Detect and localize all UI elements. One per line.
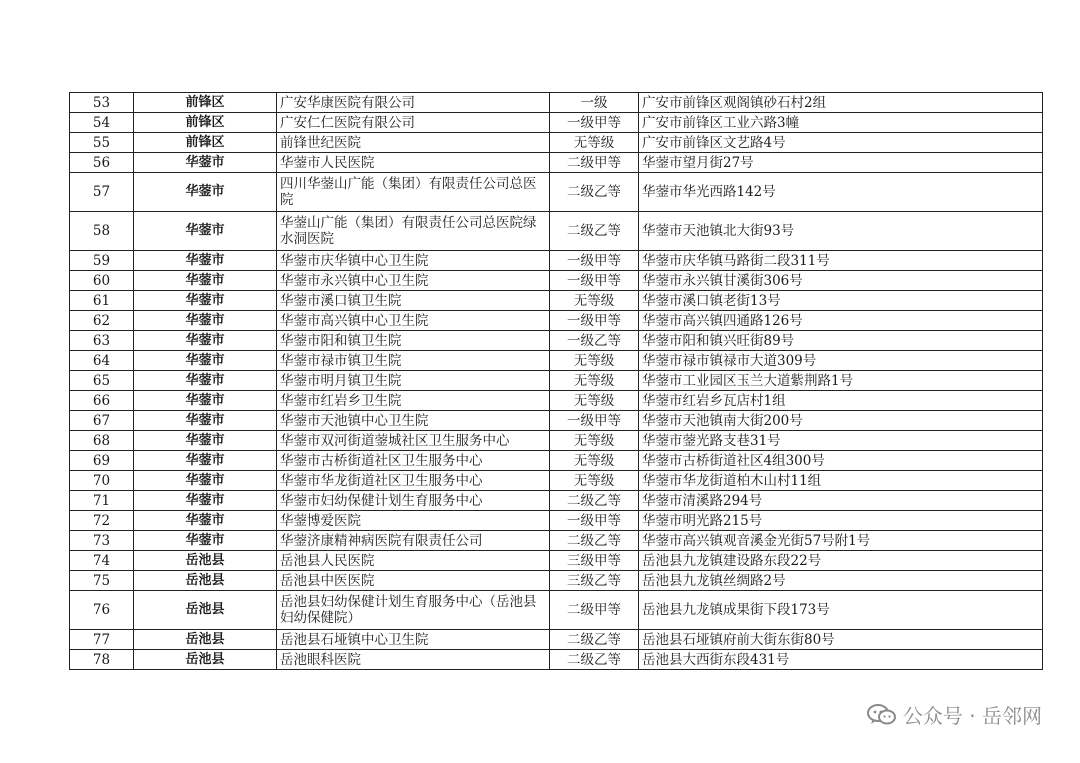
- table-row: [70, 591, 1043, 630]
- row-level: 一级甲等: [550, 311, 639, 331]
- row-number: 64: [70, 351, 134, 371]
- row-number: 70: [70, 471, 134, 491]
- row-address: 岳池县九龙镇成果街下段173号: [639, 591, 1043, 630]
- row-hospital-name: 华蓥市阳和镇卫生院: [277, 331, 550, 351]
- row-address: 华蓥市工业园区玉兰大道紫荆路1号: [639, 371, 1043, 391]
- row-number: 62: [70, 311, 134, 331]
- row-hospital-name: 华蓥市高兴镇中心卫生院: [277, 311, 550, 331]
- row-address: 华蓥市高兴镇观音溪金光街57号附1号: [639, 531, 1043, 551]
- row-level: 一级甲等: [550, 271, 639, 291]
- row-address: 岳池县石垭镇府前大街东街80号: [639, 630, 1043, 650]
- table-row: [70, 571, 1043, 591]
- row-area: 岳池县: [134, 630, 277, 650]
- row-hospital-name: 华蓥市妇幼保健计划生育服务中心: [277, 491, 550, 511]
- row-hospital-name: 岳池县中医医院: [277, 571, 550, 591]
- table-row: [70, 531, 1043, 551]
- row-hospital-name: 岳池县妇幼保健计划生育服务中心（岳池县妇幼保健院）: [277, 591, 550, 630]
- row-address: 岳池县九龙镇丝绸路2号: [639, 571, 1043, 591]
- row-hospital-name: 广安仁仁医院有限公司: [277, 113, 550, 133]
- row-number: 67: [70, 411, 134, 431]
- row-hospital-name: 华蓥市古桥街道社区卫生服务中心: [277, 451, 550, 471]
- row-hospital-name: 华蓥市明月镇卫生院: [277, 371, 550, 391]
- row-address: 华蓥市高兴镇四通路126号: [639, 311, 1043, 331]
- row-level: 三级甲等: [550, 551, 639, 571]
- row-address: 岳池县九龙镇建设路东段22号: [639, 551, 1043, 571]
- row-number: 55: [70, 133, 134, 153]
- table-row: [70, 491, 1043, 511]
- row-area: 华蓥市: [134, 153, 277, 173]
- row-address: 华蓥市禄市镇禄市大道309号: [639, 351, 1043, 371]
- table-row: [70, 431, 1043, 451]
- row-area: 华蓥市: [134, 371, 277, 391]
- row-hospital-name: 华蓥市庆华镇中心卫生院: [277, 251, 550, 271]
- row-level: 无等级: [550, 371, 639, 391]
- row-number: 56: [70, 153, 134, 173]
- table-row: [70, 251, 1043, 271]
- table-row: [70, 311, 1043, 331]
- row-hospital-name: 华蓥市人民医院: [277, 153, 550, 173]
- row-number: 75: [70, 571, 134, 591]
- row-number: 65: [70, 371, 134, 391]
- row-area: 华蓥市: [134, 451, 277, 471]
- row-level: 一级甲等: [550, 251, 639, 271]
- row-address: 华蓥市华龙街道柏木山村11组: [639, 471, 1043, 491]
- row-level: 一级甲等: [550, 113, 639, 133]
- table-row: [70, 650, 1043, 670]
- row-hospital-name: 华蓥市禄市镇卫生院: [277, 351, 550, 371]
- table-row: [70, 551, 1043, 571]
- row-level: 无等级: [550, 133, 639, 153]
- row-area: 岳池县: [134, 591, 277, 630]
- row-area: 华蓥市: [134, 311, 277, 331]
- row-address: 华蓥市阳和镇兴旺街89号: [639, 331, 1043, 351]
- row-hospital-name: 华蓥市红岩乡卫生院: [277, 391, 550, 411]
- table-row: [70, 351, 1043, 371]
- row-level: 三级乙等: [550, 571, 639, 591]
- table-row: [70, 331, 1043, 351]
- row-area: 华蓥市: [134, 531, 277, 551]
- row-number: 76: [70, 591, 134, 630]
- table-row: [70, 113, 1043, 133]
- row-area: 前锋区: [134, 133, 277, 153]
- table-row: [70, 291, 1043, 311]
- row-level: 一级: [550, 93, 639, 113]
- row-hospital-name: 岳池眼科医院: [277, 650, 550, 670]
- hospital-table-body: [70, 93, 1043, 670]
- row-level: 二级乙等: [550, 531, 639, 551]
- row-address: 华蓥市庆华镇马路街二段311号: [639, 251, 1043, 271]
- table-row: [70, 630, 1043, 650]
- row-level: 二级甲等: [550, 153, 639, 173]
- table-row: [70, 391, 1043, 411]
- table-row: [70, 271, 1043, 291]
- table-row: [70, 371, 1043, 391]
- row-level: 无等级: [550, 291, 639, 311]
- row-level: 无等级: [550, 451, 639, 471]
- row-area: 岳池县: [134, 650, 277, 670]
- row-area: 华蓥市: [134, 491, 277, 511]
- row-level: 二级乙等: [550, 491, 639, 511]
- row-hospital-name: 前锋世纪医院: [277, 133, 550, 153]
- row-address: 华蓥市溪口镇老街13号: [639, 291, 1043, 311]
- row-level: 二级乙等: [550, 650, 639, 670]
- row-area: 华蓥市: [134, 331, 277, 351]
- row-hospital-name: 岳池县人民医院: [277, 551, 550, 571]
- table-row: [70, 411, 1043, 431]
- row-area: 前锋区: [134, 113, 277, 133]
- row-level: 一级甲等: [550, 411, 639, 431]
- table-row: [70, 212, 1043, 251]
- row-level: 无等级: [550, 431, 639, 451]
- row-hospital-name: 四川华蓥山广能（集团）有限责任公司总医院: [277, 173, 550, 212]
- table-row: [70, 153, 1043, 173]
- row-level: 一级乙等: [550, 331, 639, 351]
- row-address: 华蓥市蓥光路支巷31号: [639, 431, 1043, 451]
- row-level: 二级乙等: [550, 630, 639, 650]
- row-address: 华蓥市华光西路142号: [639, 173, 1043, 212]
- row-level: 二级乙等: [550, 212, 639, 251]
- row-address: 华蓥市红岩乡瓦店村1组: [639, 391, 1043, 411]
- row-area: 华蓥市: [134, 351, 277, 371]
- table-row: [70, 451, 1043, 471]
- row-address: 华蓥市永兴镇甘溪街306号: [639, 271, 1043, 291]
- row-number: 78: [70, 650, 134, 670]
- row-hospital-name: 华蓥市华龙街道社区卫生服务中心: [277, 471, 550, 491]
- table-row: [70, 133, 1043, 153]
- row-hospital-name: 华蓥市天池镇中心卫生院: [277, 411, 550, 431]
- row-level: 无等级: [550, 471, 639, 491]
- row-number: 57: [70, 173, 134, 212]
- row-area: 华蓥市: [134, 291, 277, 311]
- table-row: [70, 173, 1043, 212]
- row-area: 岳池县: [134, 551, 277, 571]
- row-number: 77: [70, 630, 134, 650]
- row-address: 华蓥市望月街27号: [639, 153, 1043, 173]
- row-number: 73: [70, 531, 134, 551]
- row-number: 58: [70, 212, 134, 251]
- row-hospital-name: 广安华康医院有限公司: [277, 93, 550, 113]
- row-hospital-name: 华蓥市永兴镇中心卫生院: [277, 271, 550, 291]
- row-level: 无等级: [550, 391, 639, 411]
- row-number: 54: [70, 113, 134, 133]
- row-number: 63: [70, 331, 134, 351]
- row-area: 华蓥市: [134, 411, 277, 431]
- watermark-text: 公众号 · 岳邻网: [902, 704, 1042, 728]
- row-number: 68: [70, 431, 134, 451]
- row-area: 华蓥市: [134, 212, 277, 251]
- row-area: 前锋区: [134, 93, 277, 113]
- row-area: 华蓥市: [134, 511, 277, 531]
- row-address: 华蓥市天池镇南大街200号: [639, 411, 1043, 431]
- row-address: 广安市前锋区文艺路4号: [639, 133, 1043, 153]
- row-address: 华蓥市天池镇北大街93号: [639, 212, 1043, 251]
- row-number: 60: [70, 271, 134, 291]
- row-area: 华蓥市: [134, 271, 277, 291]
- row-number: 61: [70, 291, 134, 311]
- row-address: 华蓥市古桥街道社区4组300号: [639, 451, 1043, 471]
- row-number: 69: [70, 451, 134, 471]
- row-area: 华蓥市: [134, 391, 277, 411]
- row-number: 71: [70, 491, 134, 511]
- row-address: 华蓥市明光路215号: [639, 511, 1043, 531]
- row-number: 74: [70, 551, 134, 571]
- row-hospital-name: 岳池县石垭镇中心卫生院: [277, 630, 550, 650]
- row-area: 华蓥市: [134, 173, 277, 212]
- row-address: 广安市前锋区工业六路3幢: [639, 113, 1043, 133]
- row-area: 华蓥市: [134, 431, 277, 451]
- row-number: 72: [70, 511, 134, 531]
- row-address: 岳池县大西街东段431号: [639, 650, 1043, 670]
- row-hospital-name: 华蓥博爱医院: [277, 511, 550, 531]
- row-area: 华蓥市: [134, 471, 277, 491]
- row-hospital-name: 华蓥山广能（集团）有限责任公司总医院绿水洞医院: [277, 212, 550, 251]
- table-row: [70, 93, 1043, 113]
- row-hospital-name: 华蓥济康精神病医院有限责任公司: [277, 531, 550, 551]
- row-number: 53: [70, 93, 134, 113]
- watermark: [867, 700, 1042, 729]
- row-number: 66: [70, 391, 134, 411]
- row-hospital-name: 华蓥市溪口镇卫生院: [277, 291, 550, 311]
- hospital-table: [69, 92, 1043, 670]
- wechat-icon: [867, 703, 897, 727]
- table-row: [70, 471, 1043, 491]
- row-hospital-name: 华蓥市双河街道蓥城社区卫生服务中心: [277, 431, 550, 451]
- row-level: 一级甲等: [550, 511, 639, 531]
- row-number: 59: [70, 251, 134, 271]
- row-area: 岳池县: [134, 571, 277, 591]
- row-address: 广安市前锋区观阁镇砂石村2组: [639, 93, 1043, 113]
- table-row: [70, 511, 1043, 531]
- row-level: 二级乙等: [550, 173, 639, 212]
- row-level: 无等级: [550, 351, 639, 371]
- row-area: 华蓥市: [134, 251, 277, 271]
- row-level: 二级甲等: [550, 591, 639, 630]
- row-address: 华蓥市清溪路294号: [639, 491, 1043, 511]
